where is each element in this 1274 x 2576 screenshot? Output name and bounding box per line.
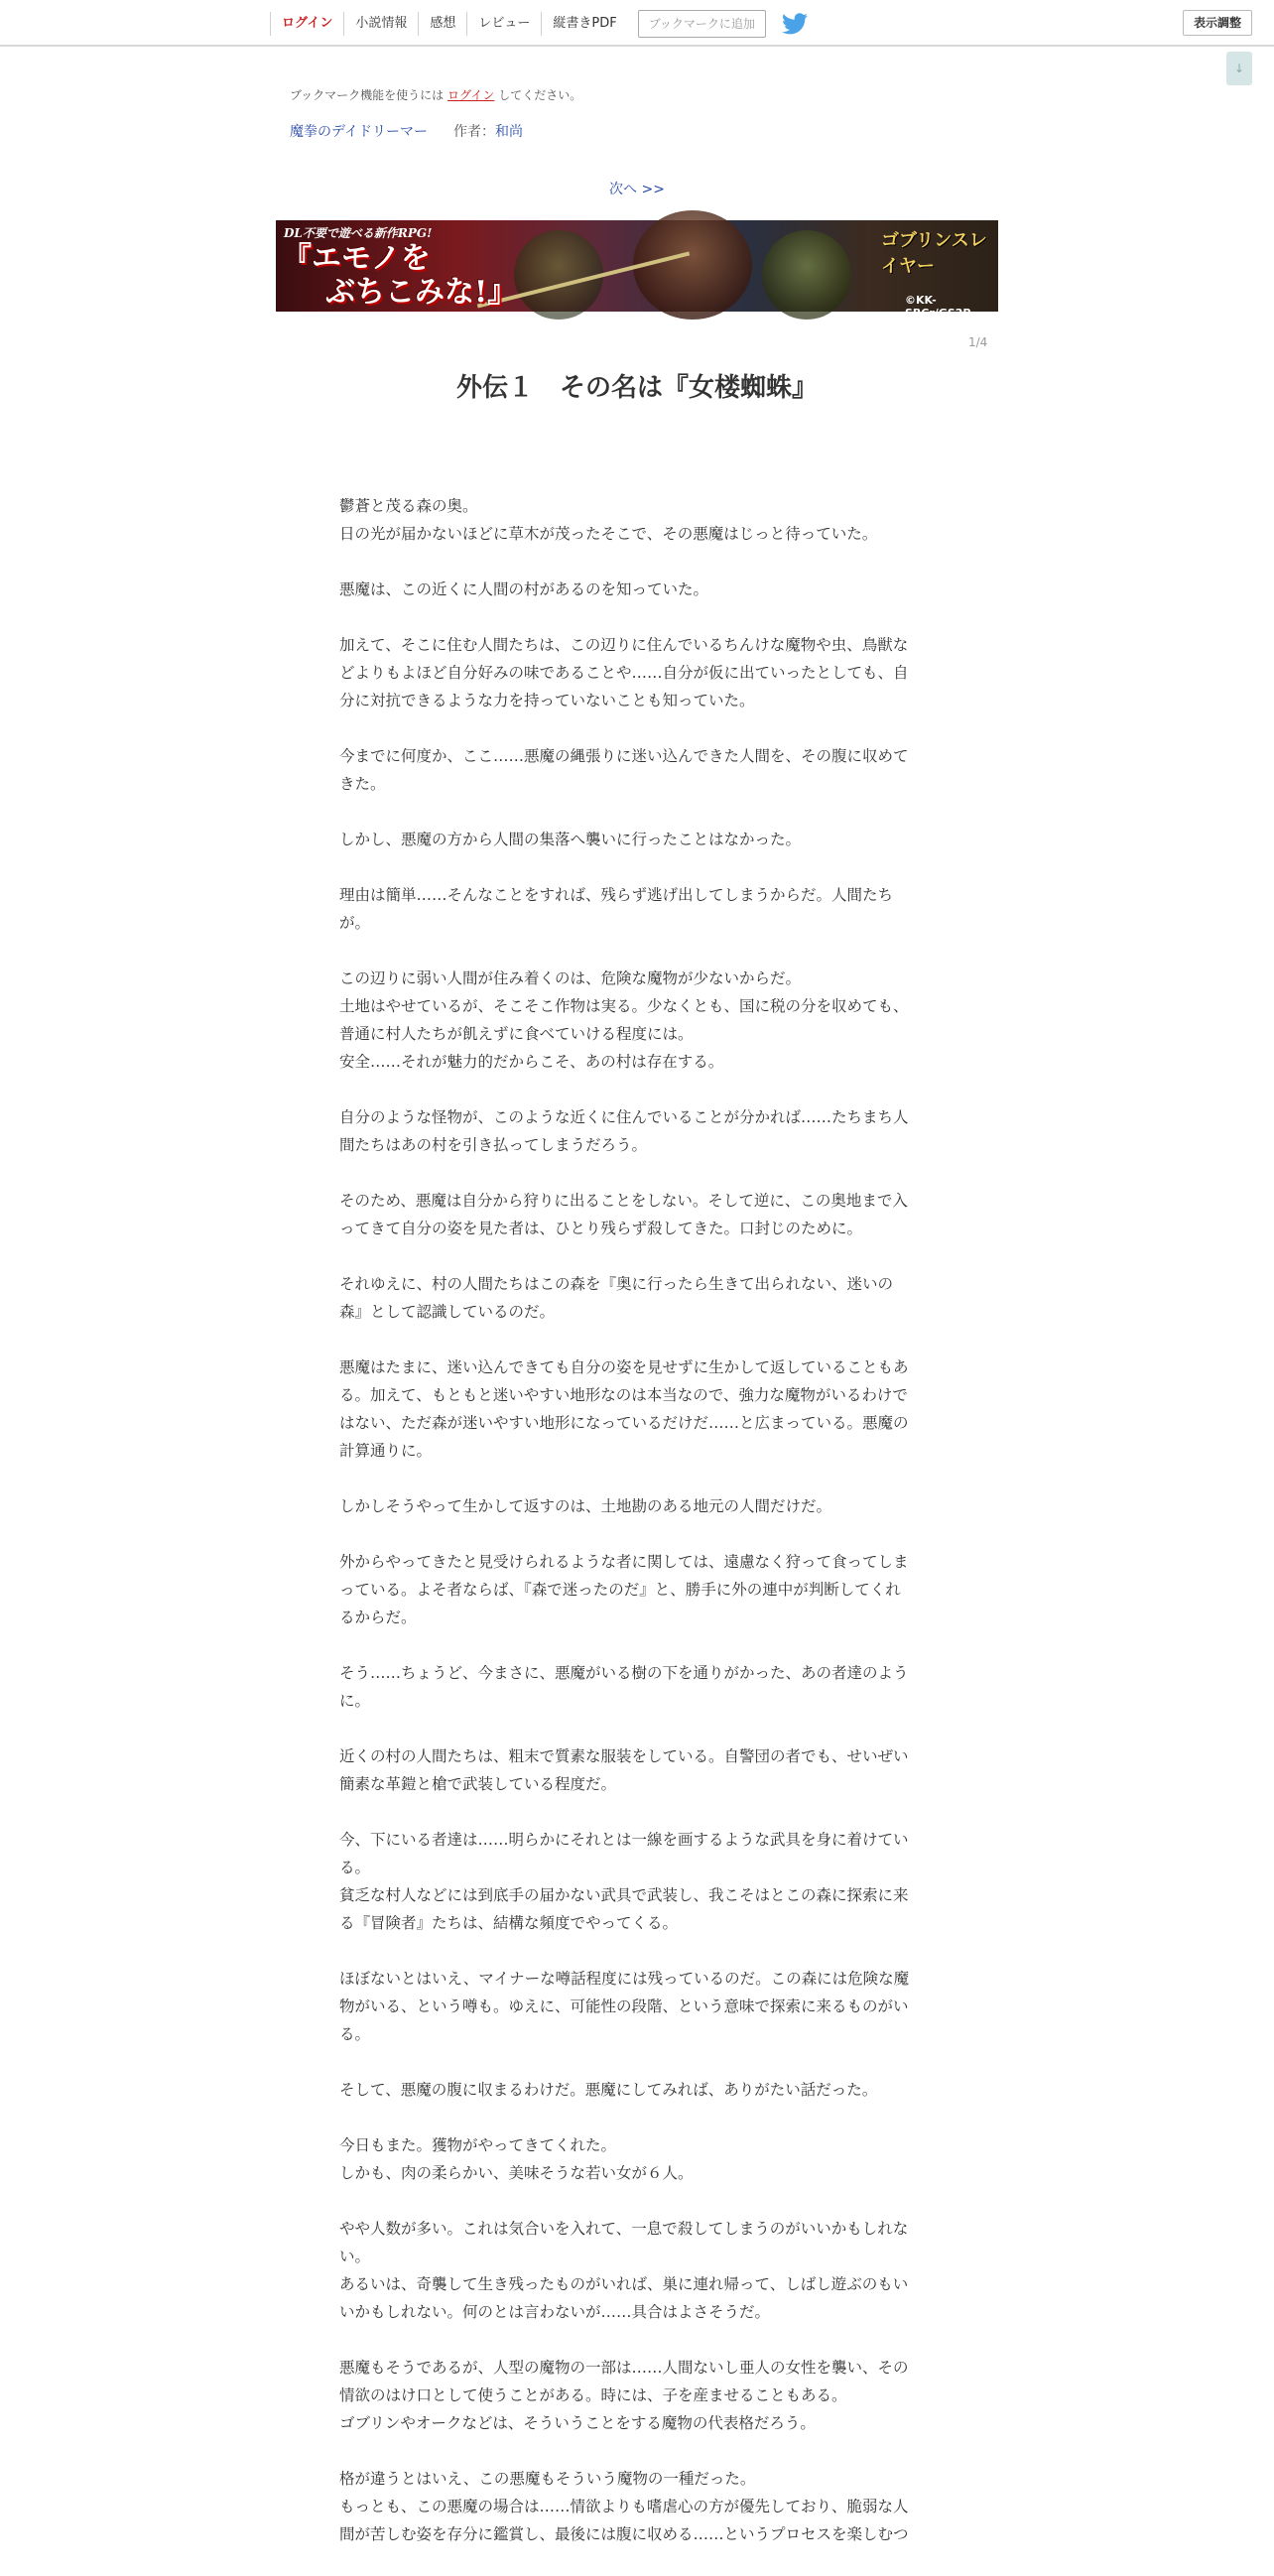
body-paragraph xyxy=(339,826,935,853)
body-line: いかもしれない。何のとは言わないが……具合はよさそうだ。 xyxy=(339,2303,771,2321)
nav-vertical-pdf-link[interactable]: 縦書きPDF xyxy=(541,12,627,36)
body-line: あるいは、奇襲して生き残ったものがいれば、巣に連れ帰って、しばし遊ぶのもい xyxy=(339,2275,909,2293)
body-line: はない、ただ森が迷いやすい地形になっているだけだ……と広まっている。悪魔の xyxy=(339,1414,909,1432)
body-line: 外からやってきたと見受けられるような者に関しては、遠慮なく狩って食ってしま xyxy=(339,1553,909,1571)
body-line: そのため、悪魔は自分から狩りに出ることをしない。そして逆に、この奥地まで入 xyxy=(339,1192,908,1210)
body-line: 今までに何度か、ここ……悪魔の縄張りに迷い込んできた人間を、その腹に収めて xyxy=(339,747,909,765)
body-paragraph xyxy=(339,1742,935,1798)
banner-logo: ゴブリンスレイヤー xyxy=(881,230,987,277)
top-nav xyxy=(270,0,808,47)
body-paragraph xyxy=(339,1103,935,1159)
body-line: 鬱蒼と茂る森の奥。 xyxy=(339,497,478,515)
body-line: きた。 xyxy=(339,775,386,793)
body-line: っている。よそ者ならば、『森で迷ったのだ』と、勝手に外の連中が判断してくれ xyxy=(339,1581,901,1599)
body-paragraph xyxy=(339,2215,935,2326)
body-line: 森』として認識しているのだ。 xyxy=(339,1303,556,1321)
body-line: る。 xyxy=(339,2025,371,2043)
body-paragraph xyxy=(339,2354,935,2437)
body-line: 格が違うとはいえ、この悪魔もそういう魔物の一種だった。 xyxy=(339,2470,756,2488)
body-line: どよりもよほど自分好みの味であることや……自分が仮に出ていったとしても、自 xyxy=(339,664,909,682)
body-paragraph xyxy=(339,1187,935,1242)
scroll-down-button[interactable]: ↓ xyxy=(1226,52,1252,85)
body-line: そして、悪魔の腹に収まるわけだ。悪魔にしてみれば、ありがたい話だった。 xyxy=(339,2081,878,2099)
body-line: 土地はやせているが、そこそこ作物は実る。少なくとも、国に税の分を収めても、 xyxy=(339,997,909,1015)
ad-banner[interactable] xyxy=(276,220,998,320)
novel-title-link[interactable]: 魔拳のデイドリーマー xyxy=(290,124,429,140)
body-line: 今日もまた。獲物がやってきてくれた。 xyxy=(339,2136,617,2154)
body-line: 加えて、そこに住む人間たちは、この辺りに住んでいるちんけな魔物や虫、鳥獣な xyxy=(339,636,909,654)
nav-impressions-link[interactable]: 感想 xyxy=(418,12,466,36)
body-paragraph xyxy=(339,965,935,1076)
body-line: この辺りに弱い人間が住み着くのは、危険な魔物が少ないからだ。 xyxy=(339,969,802,987)
body-line: 日の光が届かないほどに草木が茂ったそこで、その悪魔はじっと待っていた。 xyxy=(339,525,878,543)
body-line: 計算通りに。 xyxy=(339,1442,433,1460)
body-paragraph xyxy=(339,631,935,714)
bookmark-login-note xyxy=(290,86,581,103)
login-note-before: ブックマーク機能を使うには xyxy=(290,88,447,102)
body-line: 安全……それが魅力的だからこそ、あの村は存在する。 xyxy=(339,1053,724,1071)
banner-monster-art xyxy=(762,230,851,320)
body-paragraph xyxy=(339,1270,935,1326)
body-line: 間が苦しむ姿を存分に鑑賞し、最後には腹に収める……というプロセスを楽しむつ xyxy=(339,2525,909,2543)
body-paragraph xyxy=(339,2131,935,2187)
body-line: 分に対抗できるような力を持っていないことも知っていた。 xyxy=(339,692,755,709)
body-line: しかし、悪魔の方から人間の集落へ襲いに行ったことはなかった。 xyxy=(339,831,802,848)
body-line: 今、下にいる者達は……明らかにそれとは一線を画するような武具を身に着けてい xyxy=(339,1831,909,1849)
body-line: もっとも、この悪魔の場合は……情欲よりも嗜虐心の方が優先しており、脆弱な人 xyxy=(339,2498,909,2515)
body-paragraph xyxy=(339,1965,935,2048)
body-line: るからだ。 xyxy=(339,1609,417,1626)
body-line: 間たちはあの村を引き払ってしまうだろう。 xyxy=(339,1136,648,1154)
author-label: 作者： xyxy=(453,124,496,140)
body-line: 悪魔はたまに、迷い込んできても自分の姿を見せずに生かして返していることもあ xyxy=(339,1358,909,1376)
body-paragraph xyxy=(339,2076,935,2104)
chapter-title: 外伝１ その名は『女楼蜘蛛』 xyxy=(455,373,818,403)
body-paragraph xyxy=(339,1353,935,1465)
body-line: そう……ちょうど、今まさに、悪魔がいる樹の下を通りがかった、あの者達のよう xyxy=(339,1664,909,1682)
banner-headline-line-2: ぶちこみな!』 xyxy=(325,275,518,310)
body-line: 悪魔は、この近くに人間の村があるのを知っていた。 xyxy=(339,580,709,598)
body-line: 物がいる、という噂も。ゆえに、可能性の段階、という意味で探索に来るものがい xyxy=(339,1997,909,2015)
twitter-icon[interactable] xyxy=(782,13,808,35)
body-line: 貧乏な村人などには到底手の届かない武具で武装し、我こそはとこの森に探索に来 xyxy=(339,1886,909,1904)
body-line: それゆえに、村の人間たちはこの森を『奥に行ったら生きて出られない、迷いの xyxy=(339,1275,894,1293)
body-line: 理由は簡単……そんなことをすれば、残らず逃げ出してしまうからだ。人間たち xyxy=(339,886,894,904)
banner-copyright: ©KK-SBCr/GS2P xyxy=(905,294,971,320)
body-line: 自分のような怪物が、このような近くに住んでいることが分かれば……たちまち人 xyxy=(339,1108,909,1126)
body-paragraph xyxy=(339,1826,935,1937)
nav-novel-info-link[interactable]: 小説情報 xyxy=(343,12,418,36)
body-paragraph xyxy=(339,881,935,937)
banner-headline xyxy=(282,242,517,310)
body-line: る『冒険者』たちは、結構な頻度でやってくる。 xyxy=(339,1914,679,1932)
body-paragraph xyxy=(339,492,935,548)
body-line: 簡素な革鎧と槍で武装している程度だ。 xyxy=(339,1775,617,1793)
body-line: 近くの村の人間たちは、粗末で質素な服装をしている。自警団の者でも、せいぜい xyxy=(339,1747,909,1765)
body-line: ってきて自分の姿を見た者は、ひとり残らず殺してきた。口封じのために。 xyxy=(339,1220,863,1237)
body-line: 普通に村人たちが飢えずに食べていける程度には。 xyxy=(339,1025,694,1043)
novel-body-text xyxy=(339,492,935,2576)
banner-tagline: DL不要で遊べる新作RPG! xyxy=(284,226,433,240)
body-line: が。 xyxy=(339,914,371,932)
banner-goblin-art xyxy=(514,230,603,320)
banner-headline-line-1: 『エモノを xyxy=(282,241,431,276)
login-note-link[interactable]: ログイン xyxy=(446,88,495,102)
display-settings-button[interactable]: 表示調整 xyxy=(1183,10,1252,36)
page-count: 1/4 xyxy=(968,335,988,349)
novel-info-line xyxy=(290,121,523,141)
nav-login-link[interactable]: ログイン xyxy=(270,12,343,36)
next-page-link[interactable]: 次へ >> xyxy=(609,182,665,197)
body-line: しかしそうやって生かして返すのは、土地勘のある地元の人間だけだ。 xyxy=(339,1497,832,1515)
body-line: 情欲のはけ口として使うことがある。時には、子を産ませることもある。 xyxy=(339,2386,847,2404)
body-line: しかも、肉の柔らかい、美味そうな若い女が６人。 xyxy=(339,2164,694,2182)
body-paragraph xyxy=(339,742,935,798)
body-paragraph xyxy=(339,1492,935,1520)
body-paragraph xyxy=(339,2465,935,2548)
body-paragraph xyxy=(339,1548,935,1631)
body-line: 悪魔もそうであるが、人型の魔物の一部は……人間ないし亜人の女性を襲い、その xyxy=(339,2359,909,2377)
add-bookmark-button[interactable]: ブックマークに追加 xyxy=(638,10,766,38)
body-line: る。加えて、もともと迷いやすい地形なのは本当なので、強力な魔物がいるわけで xyxy=(339,1386,908,1404)
body-line: に。 xyxy=(339,1692,371,1710)
body-line: ほぼないとはいえ、マイナーな噂話程度には残っているのだ。この森には危険な魔 xyxy=(339,1970,910,1988)
body-line: ゴブリンやオークなどは、そういうことをする魔物の代表格だろう。 xyxy=(339,2414,816,2432)
body-line: い。 xyxy=(339,2248,371,2265)
nav-review-link[interactable]: レビュー xyxy=(466,12,541,36)
body-paragraph xyxy=(339,576,935,603)
author-link[interactable]: 和尚 xyxy=(495,124,524,140)
body-paragraph xyxy=(339,1659,935,1715)
body-line: る。 xyxy=(339,1859,371,1876)
login-note-after: してください。 xyxy=(494,88,582,102)
top-header xyxy=(0,0,1274,47)
body-line: やや人数が多い。これは気合いを入れて、一息で殺してしまうのがいいかもしれな xyxy=(339,2220,909,2238)
